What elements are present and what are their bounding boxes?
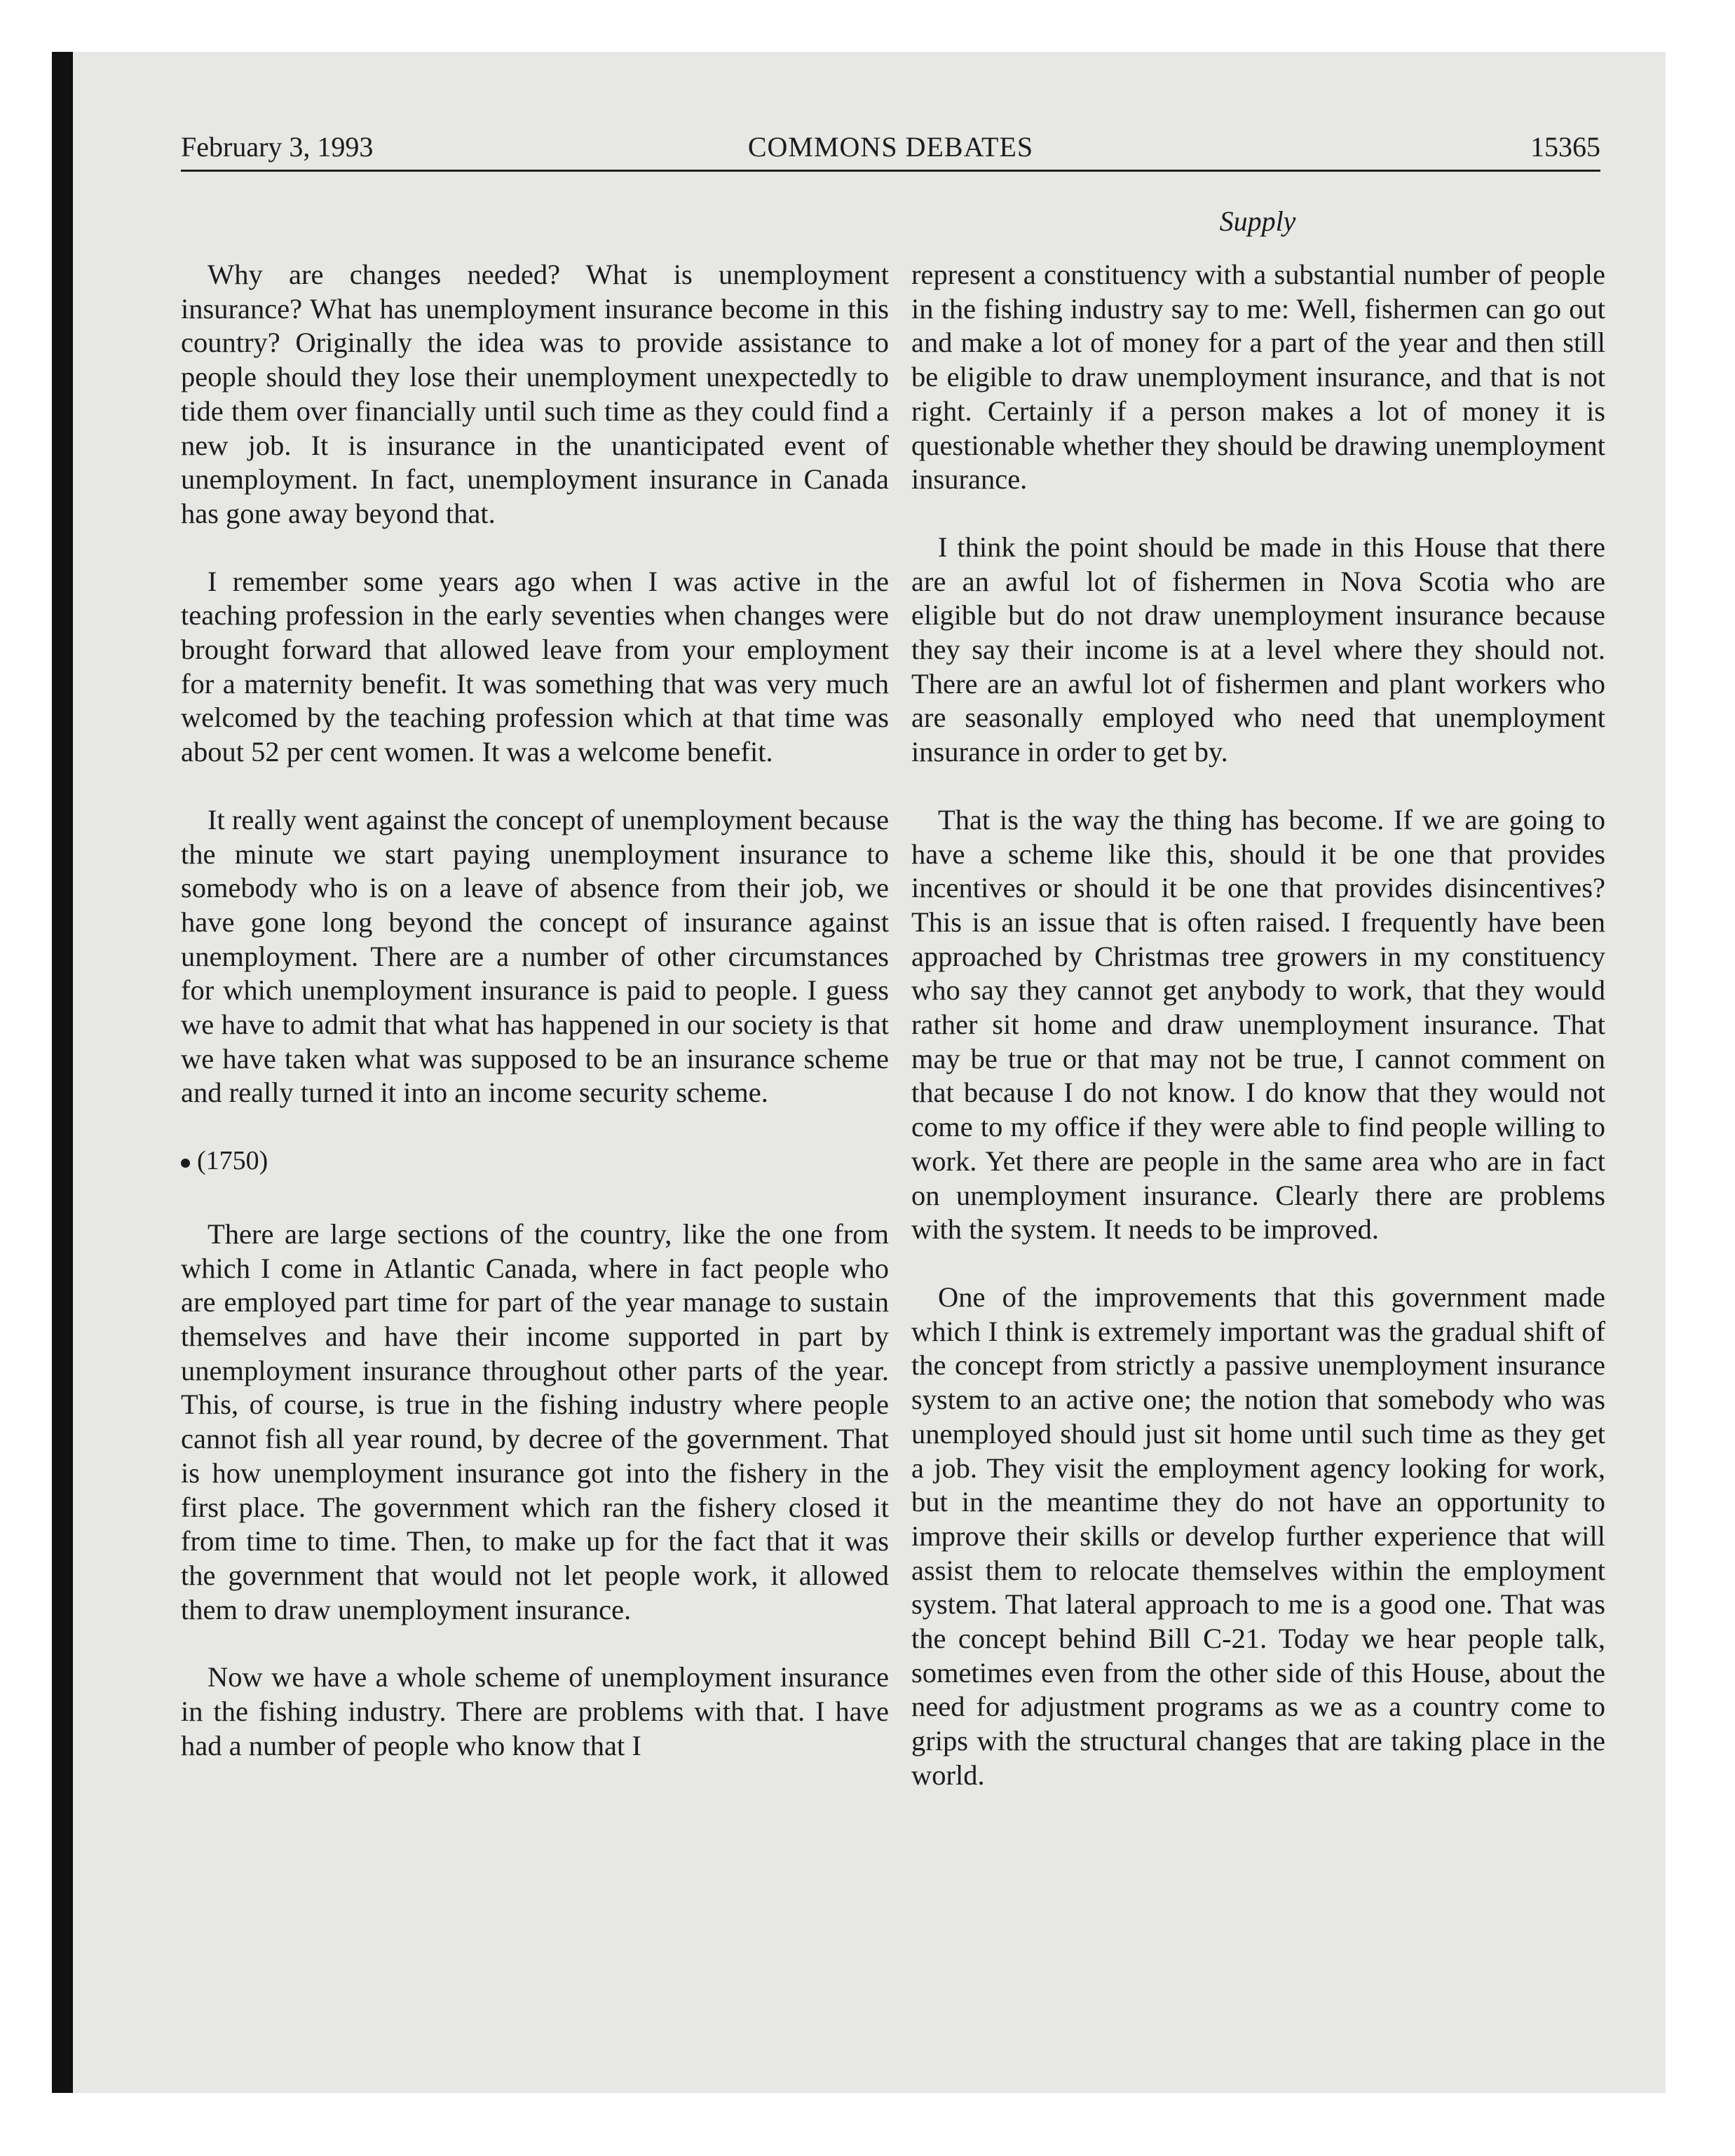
binding-edge xyxy=(52,52,73,2093)
paragraph: It really went against the concept of unemployment because the minute we start paying unemployment insurance to somebody who is on a leave of absence from their job, we have gone long beyond the concept of insurance against unemployment. There are a number of other circumstances for which unemployment insurance is paid to people. I guess we have to admit that what has happened in our society is that we have taken what was supposed to be an insurance scheme and really turned it into an income security scheme. xyxy=(181,803,889,1109)
page-number: 15365 xyxy=(1530,131,1600,163)
paragraph: Now we have a whole scheme of unemployment insurance in the fishing industry. There are problems with that. I have had a number of people who know that I xyxy=(181,1661,889,1761)
paragraph: I remember some years ago when I was active in the teaching profession in the early seventies when changes were brought forward that allowed leave from your employment for a maternity benefit. It was something that was very much welcomed by the teaching profession which at that time was about 52 per cent women. It was a welcome benefit. xyxy=(181,565,889,768)
header-rule xyxy=(181,170,1600,172)
right-column xyxy=(911,258,1605,1827)
section-label: Supply xyxy=(1219,205,1296,237)
bullet-icon xyxy=(181,1159,190,1168)
time-marker-text: (1750) xyxy=(197,1146,268,1176)
paragraph: represent a constituency with a substantial number of people in the fishing industry say to me: Well, fishermen can go out and make a lot of money for a part of the year and then still be eligible to draw unemployment insurance, and that is not right. Certainly if a person makes a lot of money it is questionable whether they should be drawing unemployment insurance. xyxy=(911,259,1605,496)
left-column xyxy=(181,258,889,1796)
paragraph: There are large sections of the country, like the one from which I come in Atlantic Canada, where in fact people who are employed part time for part of the year manage to sustain themselves and have their income supported in part by unemployment insurance throughout other parts of the year. This, of course, is true in the fishing industry where people cannot fish all year round, by decree of the government. That is how unemployment insurance got into the fishery in the first place. The government which ran the fishery closed it from time to time. Then, to make up for the fact that it was the government that would not let people work, it allowed them to draw unemployment insurance. xyxy=(181,1217,889,1625)
page-header xyxy=(181,126,1600,168)
paragraph: I think the point should be made in this House that there are an awful lot of fishermen in Nova Scotia who are eligible but do not draw unemployment insurance because they say their income is at a level where they should not. There are an awful lot of fishermen and plant workers who are seasonally employed who need that unemployment insurance in order to get by. xyxy=(911,531,1605,768)
paragraph: That is the way the thing has become. If we are going to have a scheme like this, should it be one that provides incentives or should it be one that provides disincentives? This is an issue that is often raised. I frequently have been approached by Christmas tree growers in my constituency who say they cannot get anybody to work, that they would rather sit home and draw unemployment insurance. That may be true or that may not be true, I cannot comment on that because I do not know. I do know that they would not come to my office if they were able to find people willing to work. Yet there are people in the same area who are in fact on unemployment insurance. Clearly there are problems with the system. It needs to be improved. xyxy=(911,803,1605,1246)
header-date: February 3, 1993 xyxy=(181,131,374,163)
paragraph: One of the improvements that this government made which I think is extremely important was the gradual shift of the concept from strictly a passive unemployment insurance system to an active one; the notion that somebody who was unemployed should just sit home until such time as they get a job. They visit the employment agency looking for work, but in the meantime they do not have an opportunity to improve their skills or develop further experience that will assist them to relocate themselves within the employment system. That lateral approach to me is a good one. That was the concept behind Bill C-21. Today we hear people talk, sometimes even from the other side of this House, about the need for adjustment programs as we as a country come to grips with the structural changes that are taking place in the world. xyxy=(911,1281,1605,1791)
header-title: COMMONS DEBATES xyxy=(747,131,1034,163)
paragraph: Why are changes needed? What is unemployment insurance? What has unemployment insurance become in this country? Originally the idea was to provide assistance to people should they lose their unemployment unexpectedly to tide them over financially until such time as they could find a new job. It is insurance in the unanticipated event of unemployment. In fact, unemployment insurance in Canada has gone away beyond that. xyxy=(181,259,889,529)
time-marker xyxy=(181,1144,889,1178)
